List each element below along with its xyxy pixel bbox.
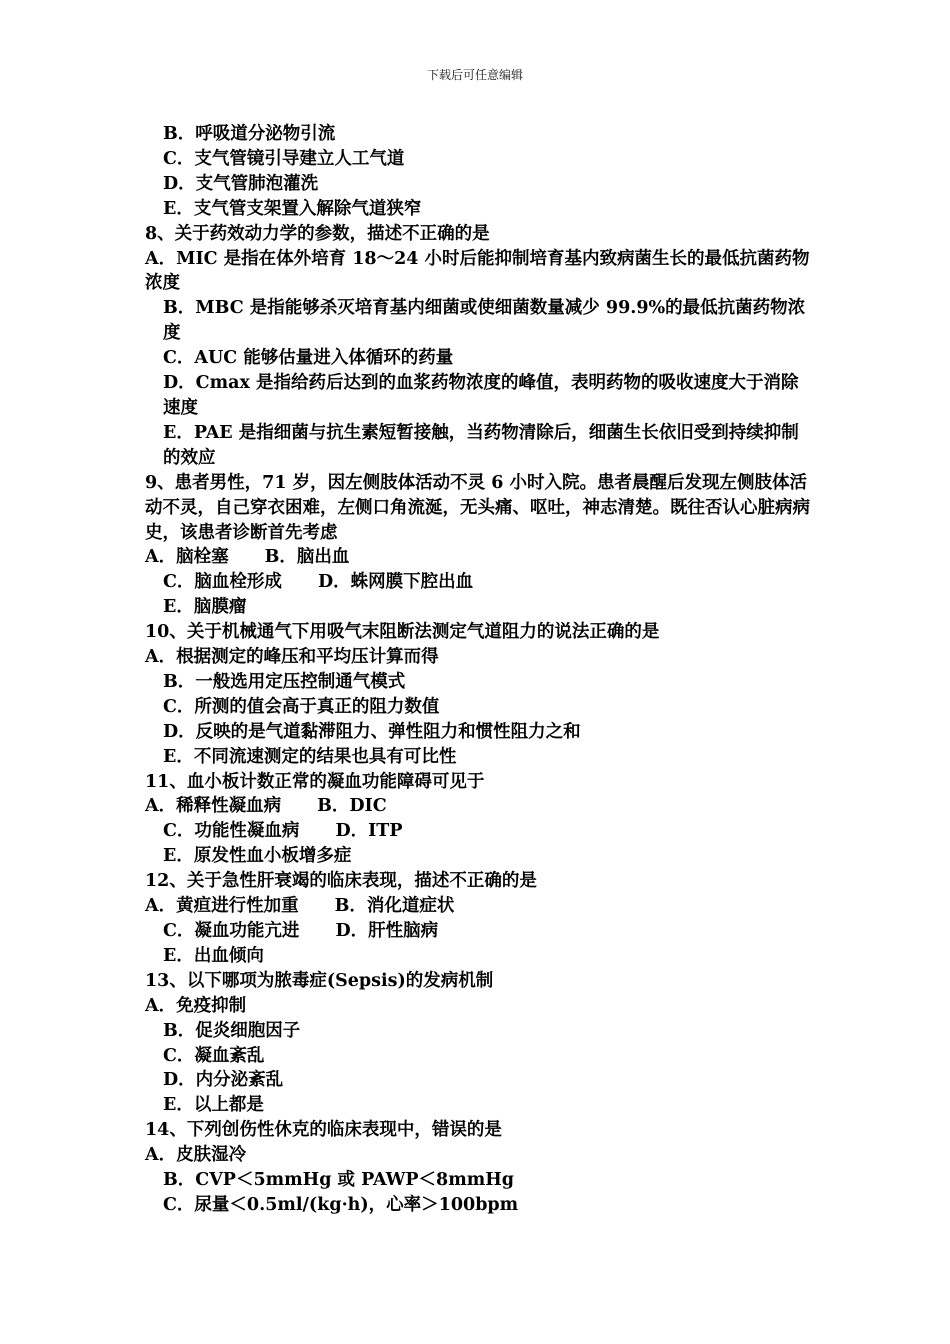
option-c: C．功能性凝血病 [163, 821, 300, 842]
option-pair [145, 919, 810, 944]
option-line: A．MIC 是指在体外培育 18～24 小时后能抑制培育基内致病菌生长的最低抗菌药物浓度 [145, 248, 810, 294]
document-body [145, 122, 810, 1218]
question-13: 13、以下哪项为脓毒症(Sepsis)的发病机制 [145, 970, 494, 991]
question-9: 9、患者男性，71 岁，因左侧肢体活动不灵 6 小时入院。患者晨醒后发现左侧肢体活动不灵，自己穿衣困难，左侧口角流涎，无头痛、呕吐，神志清楚。既往否认心脏病病史，该患者诊断首先考虑 [145, 472, 810, 543]
option-pair [145, 545, 810, 570]
option-line: A．根据测定的峰压和平均压计算而得 [145, 647, 439, 668]
option-line: E．支气管支架置入解除气道狭窄 [163, 198, 422, 219]
option-a: A．稀释性凝血病 [145, 796, 282, 817]
option-line: D．反映的是气道黏滞阻力、弹性阻力和惯性阻力之和 [163, 721, 581, 742]
option-b: B．脑出血 [264, 547, 350, 568]
option-line: E．出血倾向 [163, 945, 264, 966]
option-c: C．凝血功能亢进 [163, 921, 300, 941]
option-line: C．尿量＜0.5ml/(kg·h)，心率＞100bpm [163, 1194, 519, 1215]
option-line: D．Cmax 是指给药后达到的血浆药物浓度的峰值，表明药物的吸收速度大于消除速度 [163, 373, 799, 418]
option-line: D．内分泌紊乱 [163, 1070, 284, 1091]
option-line: E．PAE 是指细菌与抗生素短暂接触，当药物清除后，细菌生长依旧受到持续抑制的效应 [163, 422, 799, 468]
option-d: D．肝性脑病 [335, 921, 439, 941]
option-pair [145, 794, 810, 819]
option-line: C．凝血紊乱 [163, 1045, 265, 1066]
question-11: 11、血小板计数正常的凝血功能障碍可见于 [145, 771, 485, 792]
question-10: 10、关于机械通气下用吸气末阻断法测定气道阻力的说法正确的是 [145, 622, 660, 643]
option-line: A．免疫抑制 [145, 995, 247, 1016]
option-a: A．脑栓塞 [145, 547, 229, 568]
option-line: C．支气管镜引导建立人工气道 [163, 148, 405, 169]
question-8: 8、关于药效动力学的参数，描述不正确的是 [145, 223, 490, 244]
option-line: C．所测的值会高于真正的阻力数值 [163, 696, 440, 717]
option-line: A．皮肤湿冷 [145, 1145, 247, 1166]
option-line: B．促炎细胞因子 [163, 1020, 301, 1041]
option-a: A．黄疸进行性加重 [145, 896, 299, 917]
page-header: 下载后可任意编辑 [426, 68, 523, 82]
option-pair [145, 570, 810, 595]
option-line: B．一般选用定压控制通气模式 [163, 671, 406, 692]
question-14: 14、下列创伤性休克的临床表现中，错误的是 [145, 1120, 502, 1141]
option-line: E．不同流速测定的结果也具有可比性 [163, 746, 457, 767]
option-d: D．蛛网膜下腔出血 [317, 572, 474, 593]
option-line: C．AUC 能够估量进入体循环的药量 [163, 348, 454, 369]
option-b: B．DIC [317, 796, 387, 817]
option-line: B．呼吸道分泌物引流 [163, 124, 336, 144]
option-d: D．ITP [335, 821, 403, 842]
option-b: B．消化道症状 [334, 896, 455, 917]
option-c: C．脑血栓形成 [163, 572, 282, 593]
option-pair [145, 819, 810, 844]
question-12: 12、关于急性肝衰竭的临床表现，描述不正确的是 [145, 871, 537, 892]
option-line: B．MBC 是指能够杀灭培育基内细菌或使细菌数量减少 99.9%的最低抗菌药物浓度 [163, 298, 806, 344]
option-line: B．CVP＜5mmHg 或 PAWP＜8mmHg [163, 1170, 515, 1191]
option-pair [145, 894, 810, 919]
option-line: E．脑膜瘤 [163, 597, 247, 618]
option-line: E．以上都是 [163, 1095, 264, 1116]
option-line: E．原发性血小板增多症 [163, 846, 352, 867]
option-line: D．支气管肺泡灌洗 [163, 173, 319, 194]
